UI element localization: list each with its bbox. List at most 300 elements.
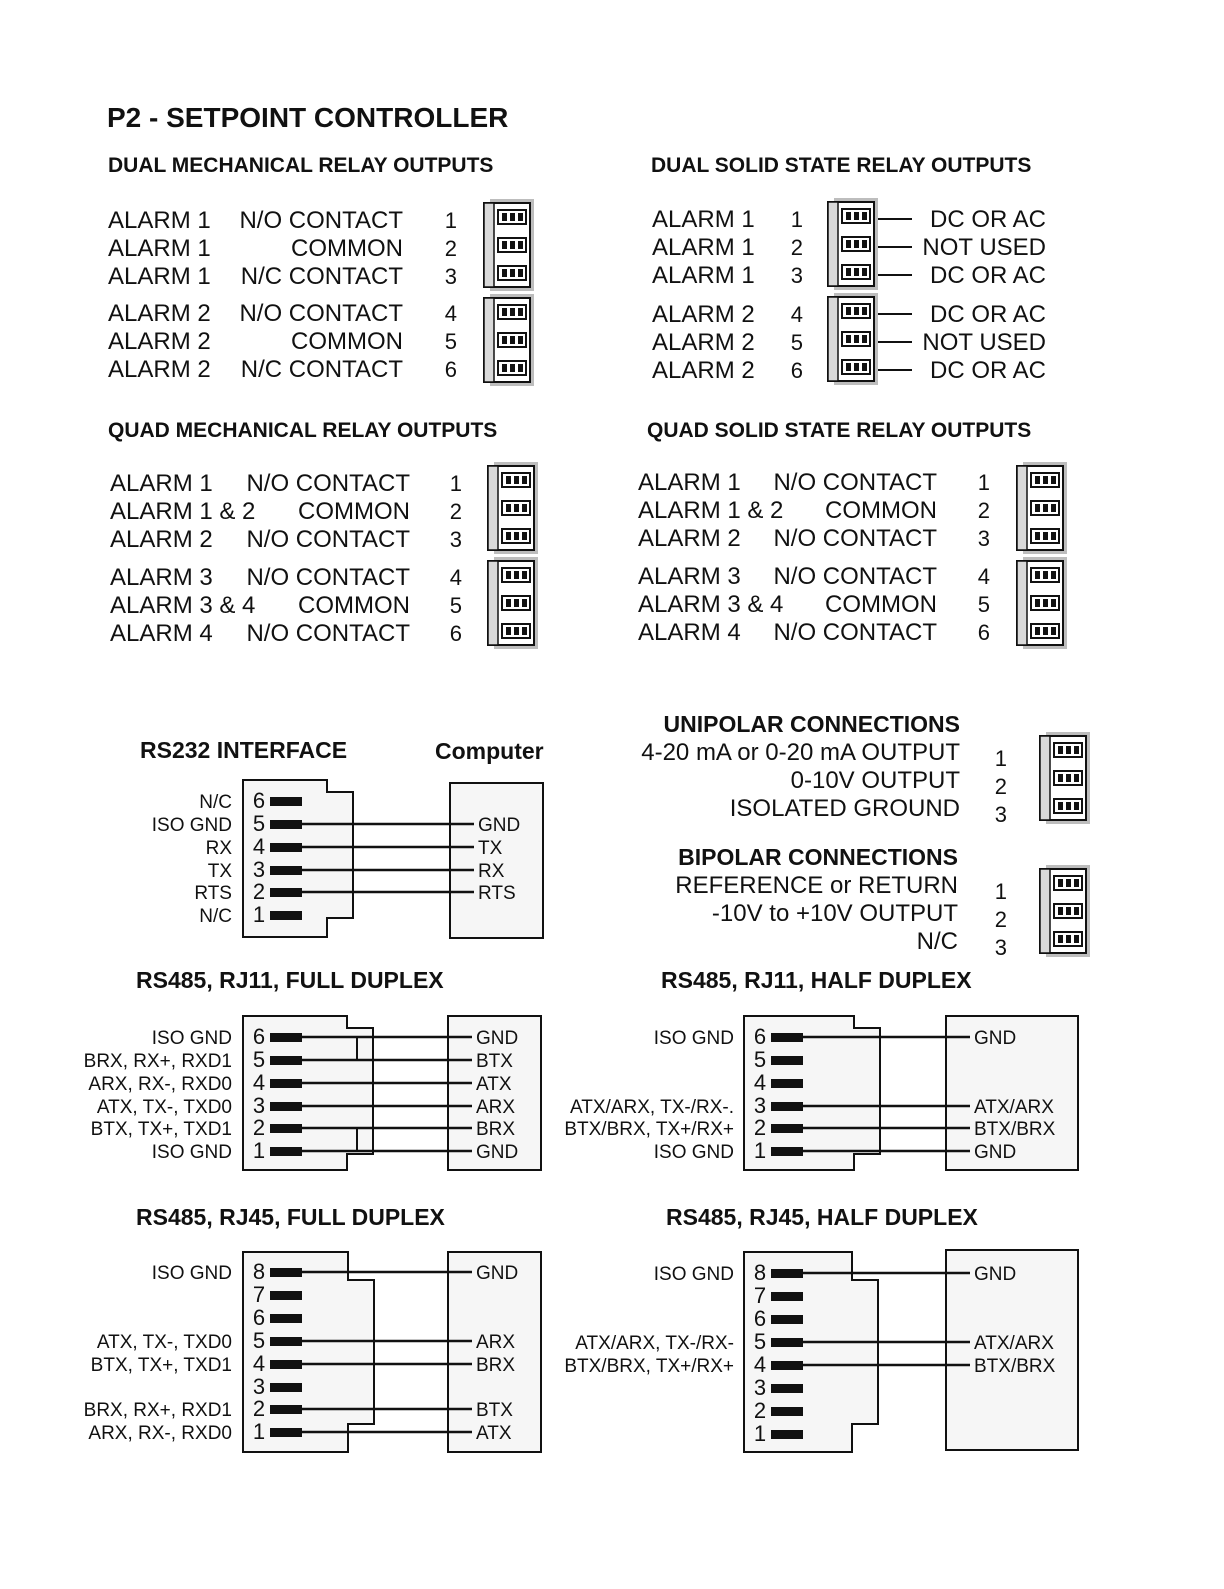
terminal-edge <box>488 561 498 645</box>
jack-pin-label: BRX, RX+, RXD1 <box>83 1400 232 1421</box>
relay-function-label: N/C CONTACT <box>240 263 403 290</box>
jack-pin-label: ARX, RX-, RXD0 <box>88 1423 232 1444</box>
relay-alarm-label: ALARM 1 <box>638 469 741 496</box>
jack-pin-contact <box>270 1079 302 1088</box>
ssr-pin-number: 4 <box>790 302 803 327</box>
dual-mech-terminal-1 <box>484 199 534 291</box>
jack-pin-label: N/C <box>199 792 232 813</box>
jack-pin-number: 6 <box>753 1024 767 1049</box>
jack-pin-label: ATX, TX-, TXD0 <box>96 1097 232 1118</box>
terminal-screw-slot <box>506 571 511 579</box>
device-signal-label: BTX <box>476 1051 513 1072</box>
relay-pin-number: 2 <box>977 498 990 523</box>
jack-pin-number: 1 <box>753 1138 767 1163</box>
jack-pin-contact <box>270 866 302 875</box>
terminal-screw-slot <box>502 269 507 277</box>
relay-alarm-label: ALARM 2 <box>108 300 211 327</box>
relay-function-label: COMMON <box>825 497 937 524</box>
device-signal-label: RX <box>478 861 505 882</box>
jack-pin-label: ATX, TX-, TXD0 <box>96 1332 232 1353</box>
terminal-screw-slot <box>514 627 519 635</box>
terminal-screw-slot <box>502 336 507 344</box>
dual-ssr-terminal-1 <box>828 198 878 290</box>
jack-pin-label: ISO GND <box>151 1028 232 1049</box>
relay-pin-number: 4 <box>977 564 990 589</box>
ssr-pin-number: 2 <box>790 235 803 260</box>
ssr-pin-number: 5 <box>790 330 803 355</box>
terminal-screw-slot <box>514 504 519 512</box>
relay-alarm-label: ALARM 3 <box>638 563 741 590</box>
relay-pin-number: 3 <box>449 527 462 552</box>
jack-pin-contact <box>771 1033 803 1042</box>
jack-pin-number: 3 <box>252 857 266 882</box>
terminal-screw-slot <box>1074 774 1079 782</box>
terminal-screw-slot <box>854 268 859 276</box>
unipolar-heading: UNIPOLAR CONNECTIONS <box>663 711 960 737</box>
relay-alarm-label: ALARM 3 & 4 <box>110 592 256 619</box>
ssr-alarm-label: ALARM 1 <box>652 206 755 233</box>
terminal-edge <box>484 298 494 382</box>
terminal-screw-slot <box>1074 802 1079 810</box>
terminal-screw-slot <box>1035 599 1040 607</box>
terminal-screw-slot <box>1043 599 1048 607</box>
device-signal-label: GND <box>974 1028 1017 1049</box>
ssr-alarm-label: ALARM 2 <box>652 357 755 384</box>
jack-pin-contact <box>771 1056 803 1065</box>
device-signal-label: ARX <box>476 1097 516 1118</box>
terminal-screw-slot <box>502 241 507 249</box>
relay-function-label: COMMON <box>291 235 403 262</box>
relay-function-label: COMMON <box>298 592 410 619</box>
terminal-screw-slot <box>506 532 511 540</box>
page-title: P2 - SETPOINT CONTROLLER <box>107 102 509 133</box>
terminal-screw-slot <box>1074 935 1079 943</box>
ssr-pin-number: 6 <box>790 358 803 383</box>
terminal-screw-slot <box>514 599 519 607</box>
jack-pin-contact <box>771 1102 803 1111</box>
terminal-screw-slot <box>1066 879 1071 887</box>
unipolar-pin-number: 2 <box>994 774 1007 799</box>
terminal-screw-slot <box>862 363 867 371</box>
terminal-screw-slot <box>506 476 511 484</box>
jack-pin-label: BTX, TX+, TXD1 <box>90 1355 232 1376</box>
ssr-output-label: DC OR AC <box>929 301 1046 328</box>
terminal-screw-slot <box>514 476 519 484</box>
terminal-edge <box>1017 466 1027 550</box>
terminal-screw-slot <box>510 213 515 221</box>
jack-pin-contact <box>270 1314 302 1323</box>
dual-mechanical-heading: DUAL MECHANICAL RELAY OUTPUTS <box>108 154 494 177</box>
terminal-screw-slot <box>1035 571 1040 579</box>
terminal-screw-slot <box>1058 746 1063 754</box>
terminal-screw-slot <box>502 213 507 221</box>
jack-pin-contact <box>270 1124 302 1133</box>
jack-pin-number: 2 <box>252 879 266 904</box>
device-signal-label: ARX <box>476 1332 516 1353</box>
jack-pin-label: N/C <box>199 906 232 927</box>
jack-pin-number: 7 <box>753 1283 767 1308</box>
terminal-screw-slot <box>854 212 859 220</box>
relay-alarm-label: ALARM 3 & 4 <box>638 591 784 618</box>
jack-pin-number: 6 <box>252 1305 266 1330</box>
relay-function-label: N/O CONTACT <box>246 470 410 497</box>
terminal-screw-slot <box>1058 802 1063 810</box>
relay-pin-number: 1 <box>977 470 990 495</box>
relay-pin-number: 5 <box>444 329 457 354</box>
jack-pin-contact <box>270 1147 302 1156</box>
bipolar-row-label: REFERENCE or RETURN <box>675 872 958 899</box>
jack-pin-number: 3 <box>252 1374 266 1399</box>
jack-pin-label: ISO GND <box>151 815 232 836</box>
device-signal-label: ATX/ARX <box>974 1097 1054 1118</box>
relay-alarm-label: ALARM 4 <box>110 620 213 647</box>
terminal-screw-slot <box>1058 907 1063 915</box>
rs232-heading: RS232 INTERFACE <box>140 737 348 763</box>
jack-pin-label: ISO GND <box>653 1142 734 1163</box>
terminal-screw-slot <box>506 627 511 635</box>
relay-pin-number: 1 <box>449 471 462 496</box>
terminal-screw-slot <box>522 476 527 484</box>
terminal-edge <box>1040 869 1050 953</box>
jack-pin-label: BTX/BRX, TX+/RX+ <box>564 1356 734 1377</box>
terminal-screw-slot <box>854 363 859 371</box>
jack-pin-label: BTX, TX+, TXD1 <box>90 1119 232 1140</box>
relay-alarm-label: ALARM 1 <box>108 263 211 290</box>
relay-function-label: N/O CONTACT <box>239 300 403 327</box>
jack-pin-number: 2 <box>252 1396 266 1421</box>
bipolar-terminal <box>1040 865 1090 957</box>
device-signal-label: ATX <box>476 1074 512 1095</box>
jack-pin-label: ISO GND <box>653 1264 734 1285</box>
jack-pin-number: 1 <box>252 902 266 927</box>
relay-function-label: N/O CONTACT <box>773 469 937 496</box>
unipolar-pin-number: 3 <box>994 802 1007 827</box>
jack-pin-contact <box>771 1430 803 1439</box>
relay-alarm-label: ALARM 3 <box>110 564 213 591</box>
terminal-screw-slot <box>510 269 515 277</box>
terminal-screw-slot <box>518 336 523 344</box>
jack-pin-number: 2 <box>753 1115 767 1140</box>
relay-function-label: N/O CONTACT <box>239 207 403 234</box>
quad-ssr-heading: QUAD SOLID STATE RELAY OUTPUTS <box>647 419 1032 442</box>
terminal-screw-slot <box>846 307 851 315</box>
terminal-screw-slot <box>846 240 851 248</box>
jack-pin-contact <box>270 797 302 806</box>
dual-mech-terminal-2 <box>484 294 534 386</box>
ssr-pin-number: 3 <box>790 263 803 288</box>
bipolar-row-label: N/C <box>916 928 958 955</box>
terminal-screw-slot <box>1074 746 1079 754</box>
relay-pin-number: 4 <box>449 565 462 590</box>
terminal-screw-slot <box>518 269 523 277</box>
jack-pin-number: 3 <box>252 1093 266 1118</box>
jack-pin-contact <box>771 1147 803 1156</box>
jack-pin-number: 3 <box>753 1093 767 1118</box>
rs232-computer-label: Computer <box>435 738 544 764</box>
terminal-screw-slot <box>1058 935 1063 943</box>
quad-mech-terminal-2 <box>488 557 538 649</box>
terminal-screw-slot <box>1051 532 1056 540</box>
terminal-screw-slot <box>1043 627 1048 635</box>
jack-pin-label: ATX/ARX, TX-/RX- <box>575 1333 734 1354</box>
terminal-screw-slot <box>1043 476 1048 484</box>
terminal-screw-slot <box>1035 532 1040 540</box>
device-signal-label: ATX <box>476 1423 512 1444</box>
unipolar-terminal <box>1040 732 1090 824</box>
relay-function-label: COMMON <box>298 498 410 525</box>
jack-pin-label: ISO GND <box>653 1028 734 1049</box>
jack-pin-label: RTS <box>194 883 232 904</box>
jack-pin-label: RX <box>205 838 232 859</box>
jack-pin-contact <box>270 911 302 920</box>
quad-mechanical-heading: QUAD MECHANICAL RELAY OUTPUTS <box>108 419 498 442</box>
device-signal-label: GND <box>974 1264 1017 1285</box>
jack-pin-contact <box>771 1292 803 1301</box>
terminal-screw-slot <box>1043 571 1048 579</box>
relay-alarm-label: ALARM 1 <box>108 235 211 262</box>
jack-pin-number: 1 <box>252 1138 266 1163</box>
terminal-screw-slot <box>510 336 515 344</box>
terminal-screw-slot <box>862 335 867 343</box>
terminal-screw-slot <box>502 308 507 316</box>
relay-alarm-label: ALARM 1 <box>110 470 213 497</box>
jack-pin-contact <box>771 1384 803 1393</box>
jack-pin-contact <box>270 1383 302 1392</box>
jack-pin-contact <box>771 1338 803 1347</box>
device-signal-label: GND <box>476 1028 519 1049</box>
jack-pin-contact <box>270 1056 302 1065</box>
bipolar-row-label: -10V to +10V OUTPUT <box>711 900 958 927</box>
terminal-screw-slot <box>518 213 523 221</box>
relay-function-label: COMMON <box>825 591 937 618</box>
jack-pin-contact <box>270 843 302 852</box>
jack-pin-contact <box>270 1268 302 1277</box>
terminal-screw-slot <box>1051 599 1056 607</box>
terminal-screw-slot <box>1074 907 1079 915</box>
relay-alarm-label: ALARM 2 <box>108 356 211 383</box>
terminal-screw-slot <box>506 504 511 512</box>
device-signal-label: ATX/ARX <box>974 1333 1054 1354</box>
relay-pin-number: 2 <box>449 499 462 524</box>
terminal-screw-slot <box>510 364 515 372</box>
device-signal-label: BRX <box>476 1355 516 1376</box>
device-signal-label: BRX <box>476 1119 516 1140</box>
jack-pin-label: TX <box>207 861 232 882</box>
relay-pin-number: 5 <box>977 592 990 617</box>
terminal-screw-slot <box>510 308 515 316</box>
relay-pin-number: 1 <box>444 208 457 233</box>
terminal-edge <box>828 202 838 286</box>
terminal-screw-slot <box>522 599 527 607</box>
terminal-edge <box>488 466 498 550</box>
jack-pin-number: 5 <box>252 1328 266 1353</box>
jack-pin-number: 1 <box>252 1419 266 1444</box>
jack-pin-number: 5 <box>252 811 266 836</box>
jack-pin-number: 4 <box>252 1070 266 1095</box>
jack-pin-number: 8 <box>252 1259 266 1284</box>
terminal-screw-slot <box>862 268 867 276</box>
jack-pin-number: 5 <box>753 1047 767 1072</box>
ssr-output-label: NOT USED <box>922 329 1046 356</box>
terminal-screw-slot <box>862 307 867 315</box>
terminal-edge <box>828 297 838 381</box>
terminal-screw-slot <box>522 627 527 635</box>
jack-pin-contact <box>270 820 302 829</box>
relay-function-label: N/O CONTACT <box>246 564 410 591</box>
bipolar-heading: BIPOLAR CONNECTIONS <box>678 844 958 870</box>
terminal-screw-slot <box>1043 504 1048 512</box>
jack-pin-contact <box>270 1405 302 1414</box>
jack-pin-number: 2 <box>753 1398 767 1423</box>
ssr-alarm-label: ALARM 1 <box>652 262 755 289</box>
terminal-screw-slot <box>1058 774 1063 782</box>
quad-ssr-terminal-2 <box>1017 557 1067 649</box>
terminal-screw-slot <box>522 532 527 540</box>
relay-function-label: N/O CONTACT <box>773 563 937 590</box>
dual-ssr-terminal-2 <box>828 293 878 385</box>
jack-pin-contact <box>270 1360 302 1369</box>
jack-pin-number: 4 <box>252 834 266 859</box>
jack-pin-number: 4 <box>252 1351 266 1376</box>
rj45-full-heading: RS485, RJ45, FULL DUPLEX <box>136 1204 445 1230</box>
relay-alarm-label: ALARM 2 <box>110 526 213 553</box>
quad-mech-terminal-1 <box>488 462 538 554</box>
device-signal-label: GND <box>974 1142 1017 1163</box>
ssr-output-label: DC OR AC <box>929 357 1046 384</box>
unipolar-row-label: 0-10V OUTPUT <box>790 767 960 794</box>
terminal-screw-slot <box>522 571 527 579</box>
relay-function-label: N/O CONTACT <box>773 619 937 646</box>
jack-pin-contact <box>270 1102 302 1111</box>
device-signal-label: TX <box>478 838 503 859</box>
relay-pin-number: 4 <box>444 301 457 326</box>
dual-ssr-heading: DUAL SOLID STATE RELAY OUTPUTS <box>651 154 1032 177</box>
relay-pin-number: 6 <box>449 621 462 646</box>
jack-pin-number: 6 <box>753 1306 767 1331</box>
relay-alarm-label: ALARM 1 & 2 <box>638 497 784 524</box>
terminal-screw-slot <box>862 212 867 220</box>
terminal-screw-slot <box>1074 879 1079 887</box>
relay-pin-number: 3 <box>444 264 457 289</box>
jack-pin-label: BRX, RX+, RXD1 <box>83 1051 232 1072</box>
relay-function-label: N/O CONTACT <box>246 526 410 553</box>
relay-pin-number: 3 <box>977 526 990 551</box>
jack-pin-contact <box>270 1337 302 1346</box>
terminal-screw-slot <box>1066 907 1071 915</box>
terminal-screw-slot <box>1035 476 1040 484</box>
terminal-screw-slot <box>1058 879 1063 887</box>
relay-function-label: N/O CONTACT <box>246 620 410 647</box>
jack-pin-contact <box>270 1291 302 1300</box>
device-signal-label: GND <box>476 1263 519 1284</box>
jack-pin-contact <box>771 1361 803 1370</box>
terminal-screw-slot <box>854 335 859 343</box>
bipolar-pin-number: 3 <box>994 935 1007 960</box>
terminal-screw-slot <box>1043 532 1048 540</box>
device-signal-label: BTX/BRX <box>974 1356 1056 1377</box>
device-signal-label: BTX/BRX <box>974 1119 1056 1140</box>
device-signal-label: GND <box>476 1142 519 1163</box>
jack-pin-label: ATX/ARX, TX-/RX-. <box>570 1097 734 1118</box>
terminal-screw-slot <box>514 571 519 579</box>
jack-pin-contact <box>270 1033 302 1042</box>
terminal-screw-slot <box>846 335 851 343</box>
jack-pin-number: 7 <box>252 1282 266 1307</box>
terminal-screw-slot <box>506 599 511 607</box>
jack-pin-number: 1 <box>753 1421 767 1446</box>
device-signal-label: RTS <box>478 883 516 904</box>
relay-pin-number: 5 <box>449 593 462 618</box>
relay-function-label: N/O CONTACT <box>773 525 937 552</box>
terminal-screw-slot <box>518 364 523 372</box>
terminal-screw-slot <box>1066 746 1071 754</box>
ssr-alarm-label: ALARM 1 <box>652 234 755 261</box>
terminal-screw-slot <box>510 241 515 249</box>
unipolar-row-label: 4-20 mA or 0-20 mA OUTPUT <box>641 739 960 766</box>
jack-pin-label: ISO GND <box>151 1263 232 1284</box>
terminal-screw-slot <box>1051 476 1056 484</box>
jack-pin-contact <box>270 1428 302 1437</box>
rj11-full-heading: RS485, RJ11, FULL DUPLEX <box>136 967 444 993</box>
terminal-screw-slot <box>854 240 859 248</box>
jack-pin-number: 8 <box>753 1260 767 1285</box>
device-signal-label: GND <box>478 815 521 836</box>
terminal-screw-slot <box>846 212 851 220</box>
terminal-screw-slot <box>1066 935 1071 943</box>
terminal-screw-slot <box>502 364 507 372</box>
relay-alarm-label: ALARM 1 <box>108 207 211 234</box>
terminal-screw-slot <box>1066 802 1071 810</box>
ssr-output-label: DC OR AC <box>929 206 1046 233</box>
quad-ssr-terminal-1 <box>1017 462 1067 554</box>
jack-pin-number: 6 <box>252 1024 266 1049</box>
relay-pin-number: 2 <box>444 236 457 261</box>
jack-pin-contact <box>771 1124 803 1133</box>
terminal-screw-slot <box>514 532 519 540</box>
jack-pin-number: 6 <box>252 788 266 813</box>
jack-pin-contact <box>771 1269 803 1278</box>
terminal-screw-slot <box>846 268 851 276</box>
jack-pin-contact <box>771 1315 803 1324</box>
jack-pin-number: 5 <box>753 1329 767 1354</box>
jack-pin-number: 2 <box>252 1115 266 1140</box>
device-signal-label: BTX <box>476 1400 513 1421</box>
terminal-screw-slot <box>518 308 523 316</box>
terminal-screw-slot <box>862 240 867 248</box>
relay-alarm-label: ALARM 2 <box>638 525 741 552</box>
jack-pin-label: ISO GND <box>151 1142 232 1163</box>
unipolar-row-label: ISOLATED GROUND <box>729 795 960 822</box>
ssr-output-label: DC OR AC <box>929 262 1046 289</box>
ssr-alarm-label: ALARM 2 <box>652 329 755 356</box>
relay-function-label: COMMON <box>291 328 403 355</box>
terminal-screw-slot <box>522 504 527 512</box>
relay-pin-number: 6 <box>977 620 990 645</box>
jack-pin-contact <box>771 1407 803 1416</box>
rj11-half-heading: RS485, RJ11, HALF DUPLEX <box>661 967 972 993</box>
unipolar-pin-number: 1 <box>994 746 1007 771</box>
terminal-screw-slot <box>1066 774 1071 782</box>
jack-pin-label: ARX, RX-, RXD0 <box>88 1074 232 1095</box>
relay-function-label: N/C CONTACT <box>240 356 403 383</box>
ssr-alarm-label: ALARM 2 <box>652 301 755 328</box>
relay-alarm-label: ALARM 1 & 2 <box>110 498 256 525</box>
relay-pin-number: 6 <box>444 357 457 382</box>
bipolar-pin-number: 1 <box>994 879 1007 904</box>
terminal-screw-slot <box>518 241 523 249</box>
bipolar-pin-number: 2 <box>994 907 1007 932</box>
jack-pin-number: 4 <box>753 1070 767 1095</box>
